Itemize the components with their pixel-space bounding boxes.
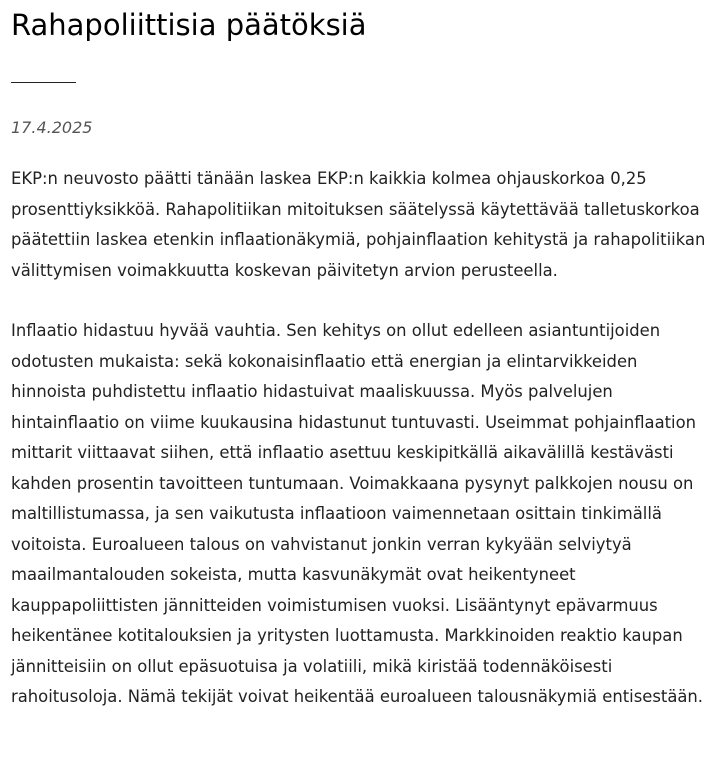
publish-date: 17.4.2025 <box>11 118 93 137</box>
body-paragraph-2: Inflaatio hidastuu hyvää vauhtia. Sen kehitys on ollut edelleen asiantuntijoiden odotusten mukaista: sekä kokonaisinflaatio että energian ja elintarvikkeiden hinnoista puhdistettu inflaatio hidastuivat maaliskuussa. Myös palvelujen hintainflaatio on viime kuukausina hidastunut tuntuvasti. Useimmat pohjainflaation mittarit viittaavat siihen, että inflaatio asettuu keskipitkällä aikavälillä kestävästi kahden prosentin tavoitteen tuntumaan. Voimakkaana pysynyt palkkojen nousu on maltillistumassa, ja sen vaikutusta inflaatioon vaimennetaan osittain tinkimällä voitoista. Euroalueen talous on vahvistanut jonkin verran kykyään selviytyä maailmantalouden sokeista, mutta kasvunäkymät ovat heikentyneet kauppapoliittisten jännitteiden voimistumisen vuoksi. Lisääntynyt epävarmuus heikentänee kotitalouksien ja yritysten luottamusta. Markkinoiden reaktio kaupan jännitteisiin on ollut epäsuotuisa ja volatiili, mikä kiristää todennäköisesti rahoitusoloja. Nämä tekijät voivat heikentää euroalueen talousnäkymiä entisestään. <box>11 321 703 706</box>
body-paragraph-1: EKP:n neuvosto päätti tänään laskea EKP:n kaikkia kolmea ohjauskorkoa 0,25 prosenttiyksikköä. Rahapolitiikan mitoituksen säätelyssä käytettävää talletuskorkoa päätettiin laskea etenkin inflaationäkymiä, pohjainflaation kehitystä ja rahapolitiikan välittymisen voimakkuutta koskevan päivitetyn arvion perusteella. <box>11 169 706 280</box>
title-divider <box>11 82 76 83</box>
page-title: Rahapoliittisia päätöksiä <box>11 8 367 42</box>
